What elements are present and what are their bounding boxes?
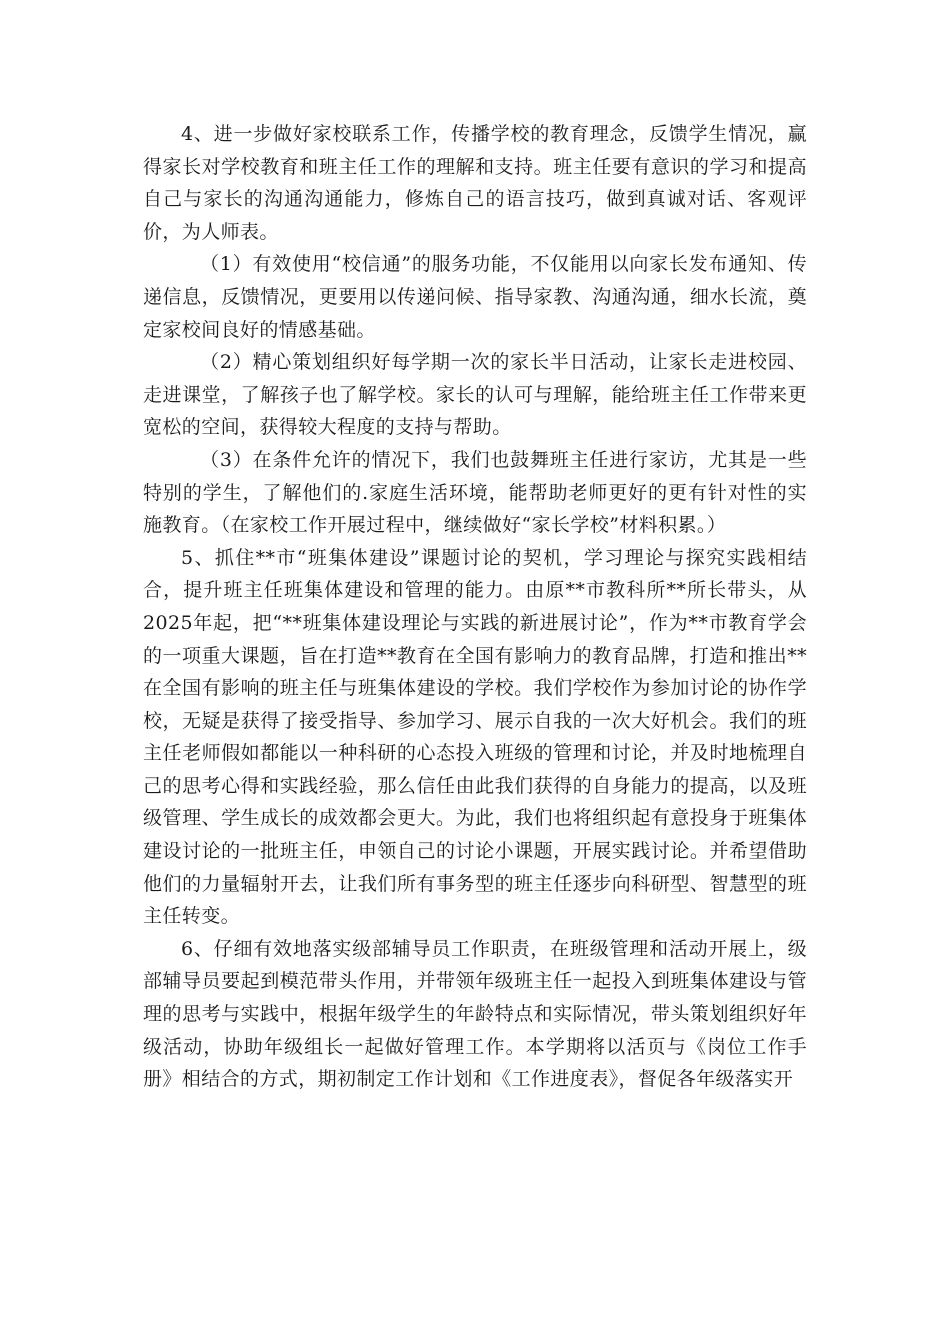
paragraph-subitem-3: （3）在条件允许的情况下，我们也鼓舞班主任进行家访，尤其是一些特别的学生，了解他们的.家庭生活环境，能帮助老师更好的更有针对性的实施教育。（在家校工作开展过程中，继续做好“家长学校”材料积累。） bbox=[143, 448, 807, 537]
paragraph-subitem-2: （2）精心策划组织好每学期一次的家长半日活动，让家长走进校园、走进课堂，了解孩子也了解学校。家长的认可与理解，能给班主任工作带来更宽松的空间，获得较大程度的支持与帮助。 bbox=[143, 351, 807, 439]
paragraph-item-4: 4、进一步做好家校联系工作，传播学校的教育理念，反馈学生情况，赢得家长对学校教育和班主任工作的理解和支持。班主任要有意识的学习和提高自己与家长的沟通沟通能力，修炼自己的语言技巧，做到真诚对话、客观评价，为人师表。 bbox=[143, 123, 807, 243]
paragraph-subitem-1: （1）有效使用“校信通”的服务功能，不仅能用以向家长发布通知、传递信息，反馈情况，更要用以传递问候、指导家教、沟通沟通，细水长流，奠定家校间良好的情感基础。 bbox=[143, 253, 807, 341]
paragraph-item-5: 5、抓住**市“班集体建设”课题讨论的契机，学习理论与探究实践相结合，提升班主任班集体建设和管理的能力。由原**市教科所**所长带头，从2025年起，把“**班集体建设理论与实践的新进展讨论”，作为**市教育学会的一项重大课题，旨在打造**教育在全国有影响力的教育品牌，打造和推出**在全国有影响的班主任与班集体建设的学校。我们学校作为参加讨论的协作学校，无疑是获得了接受指导、参加学习、展示自我的一次大好机会。我们的班主任老师假如都能以一种科研的心态投入班级的管理和讨论，并及时地梳理自己的思考心得和实践经验，那么信任由此我们获得的自身能力的提高，以及班级管理、学生成长的成效都会更大。为此，我们也将组织起有意投身于班集体建设讨论的一批班主任，申领自己的讨论小课题，开展实践讨论。并希望借助他们的力量辐射开去，让我们所有事务型的班主任逐步向科研型、智慧型的班主任转变。 bbox=[143, 546, 807, 928]
document-body bbox=[143, 118, 807, 1096]
paragraph-item-6: 6、仔细有效地落实级部辅导员工作职责，在班级管理和活动开展上，级部辅导员要起到模范带头作用，并带领年级班主任一起投入到班集体建设与管理的思考与实践中，根据年级学生的年龄特点和实际情况，带头策划组织好年级活动，协助年级组长一起做好管理工作。本学期将以活页与《岗位工作手册》相结合的方式，期初制定工作计划和《工作进度表》，督促各年级落实开 bbox=[143, 937, 807, 1091]
